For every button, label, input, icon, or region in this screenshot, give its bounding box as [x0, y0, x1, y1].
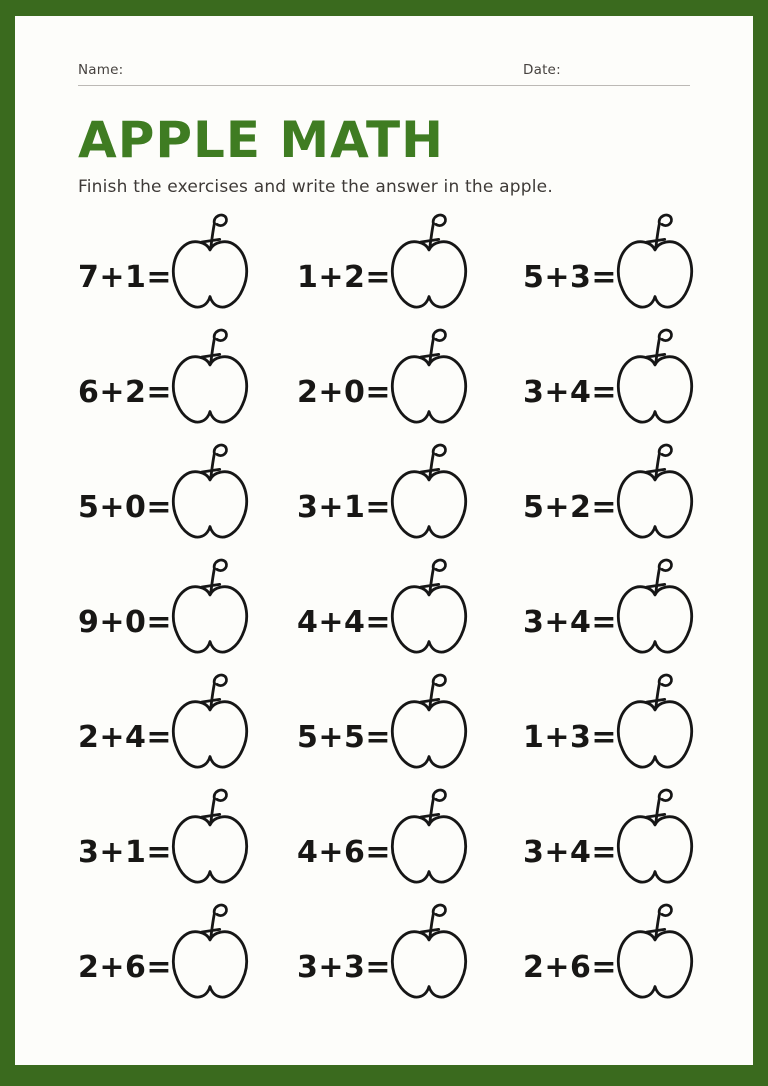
problem-cell	[297, 680, 523, 795]
apple-outline-icon	[611, 444, 699, 544]
problem-text: 2+4=	[78, 719, 173, 755]
problem-text: 6+2=	[78, 374, 173, 410]
problem-cell	[78, 220, 297, 335]
problem-text: 7+1=	[78, 259, 173, 295]
problem-text: 4+4=	[297, 604, 392, 640]
apple-outline-icon	[166, 674, 254, 774]
apple-outline-icon	[611, 329, 699, 429]
problem-text: 3+1=	[78, 834, 173, 870]
problem-cell	[297, 565, 523, 680]
apple-outline-icon	[611, 559, 699, 659]
apple-outline-icon	[166, 559, 254, 659]
apple-outline-icon	[611, 214, 699, 314]
problem-cell	[523, 450, 699, 565]
page-title: APPLE MATH	[78, 111, 444, 169]
page-subtitle: Finish the exercises and write the answer in the apple.	[78, 176, 553, 197]
problem-text: 3+4=	[523, 374, 618, 410]
apple-outline-icon	[385, 444, 473, 544]
problem-cell	[523, 335, 699, 450]
problem-cell	[523, 795, 699, 910]
problem-cell	[297, 450, 523, 565]
problem-cell	[297, 795, 523, 910]
problem-cell	[78, 910, 297, 1025]
problem-cell	[78, 335, 297, 450]
apple-outline-icon	[611, 904, 699, 1004]
problem-cell	[78, 795, 297, 910]
name-label: Name:	[78, 62, 124, 78]
date-label: Date:	[523, 62, 561, 78]
problem-text: 5+2=	[523, 489, 618, 525]
apple-outline-icon	[166, 789, 254, 889]
apple-outline-icon	[166, 214, 254, 314]
problem-cell	[78, 565, 297, 680]
problem-text: 9+0=	[78, 604, 173, 640]
apple-outline-icon	[385, 214, 473, 314]
problem-cell	[523, 910, 699, 1025]
header-fields	[78, 62, 690, 86]
apple-outline-icon	[611, 674, 699, 774]
problem-text: 3+4=	[523, 604, 618, 640]
apple-outline-icon	[385, 789, 473, 889]
problem-text: 2+0=	[297, 374, 392, 410]
problem-text: 2+6=	[78, 949, 173, 985]
problem-text: 5+3=	[523, 259, 618, 295]
problem-cell	[297, 220, 523, 335]
problem-cell	[297, 335, 523, 450]
apple-outline-icon	[166, 904, 254, 1004]
problem-cell	[78, 680, 297, 795]
apple-outline-icon	[385, 674, 473, 774]
problem-cell	[523, 680, 699, 795]
apple-outline-icon	[166, 329, 254, 429]
apple-outline-icon	[385, 559, 473, 659]
problem-text: 1+3=	[523, 719, 618, 755]
problem-text: 3+4=	[523, 834, 618, 870]
problem-cell	[297, 910, 523, 1025]
apple-outline-icon	[385, 329, 473, 429]
problem-text: 2+6=	[523, 949, 618, 985]
problem-text: 4+6=	[297, 834, 392, 870]
worksheet-page	[15, 16, 753, 1065]
problem-text: 5+0=	[78, 489, 173, 525]
problems-grid	[78, 220, 690, 1025]
problem-cell	[523, 565, 699, 680]
apple-outline-icon	[166, 444, 254, 544]
problem-text: 5+5=	[297, 719, 392, 755]
apple-outline-icon	[611, 789, 699, 889]
problem-cell	[78, 450, 297, 565]
problem-text: 1+2=	[297, 259, 392, 295]
problem-text: 3+3=	[297, 949, 392, 985]
problem-text: 3+1=	[297, 489, 392, 525]
problem-cell	[523, 220, 699, 335]
apple-outline-icon	[385, 904, 473, 1004]
